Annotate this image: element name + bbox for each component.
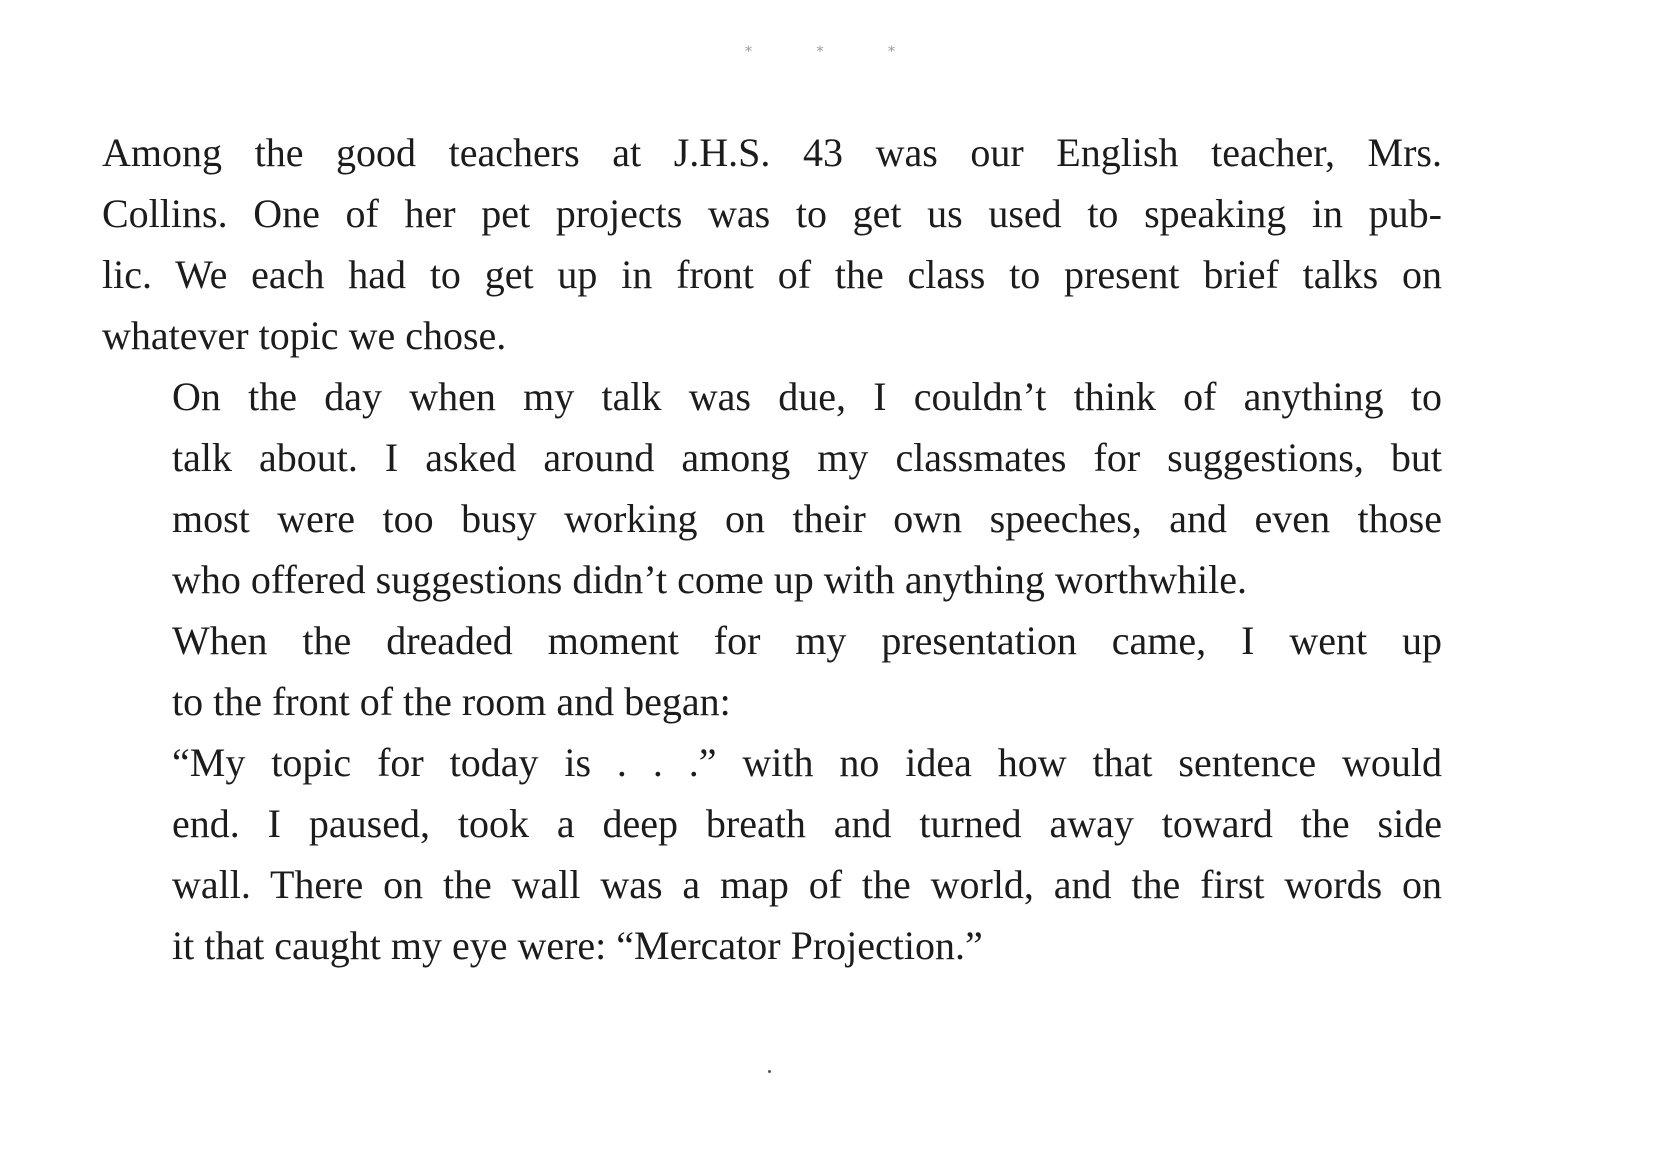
text-line: end. I paused, took a deep breath and turned away toward the side — [172, 801, 1442, 846]
text-line: it that caught my eye were: “Mercator Projection.” — [172, 923, 983, 968]
text-line: talk about. I asked around among my classmates for suggestions, but — [172, 435, 1442, 480]
text-line: lic. We each had to get up in front of the class to present brief talks on — [102, 252, 1442, 297]
text-line: When the dreaded moment for my presentation came, I went up — [172, 618, 1442, 663]
text-line: who offered suggestions didn’t come up with anything worthwhile. — [172, 557, 1248, 602]
text-line: to the front of the room and began: — [172, 679, 731, 724]
text-line: Among the good teachers at J.H.S. 43 was our English teacher, Mrs. — [102, 130, 1442, 175]
text-line: most were too busy working on their own speeches, and even those — [172, 496, 1442, 541]
text-line: whatever topic we chose. — [102, 313, 507, 358]
paragraph-1 — [102, 122, 1442, 366]
scan-speck — [768, 1070, 771, 1073]
section-break-ornament: * * * — [745, 44, 925, 60]
text-line: “My topic for today is . . .” with no idea how that sentence would — [172, 740, 1442, 785]
text-line: Collins. One of her pet projects was to get us used to speaking in pub- — [102, 191, 1442, 236]
paragraph-4 — [102, 732, 1442, 976]
text-line: On the day when my talk was due, I couldn’t think of anything to — [172, 374, 1442, 419]
paragraph-3 — [102, 610, 1442, 732]
text-line: wall. There on the wall was a map of the world, and the first words on — [172, 862, 1442, 907]
body-text — [102, 122, 1442, 976]
paragraph-2 — [102, 366, 1442, 610]
